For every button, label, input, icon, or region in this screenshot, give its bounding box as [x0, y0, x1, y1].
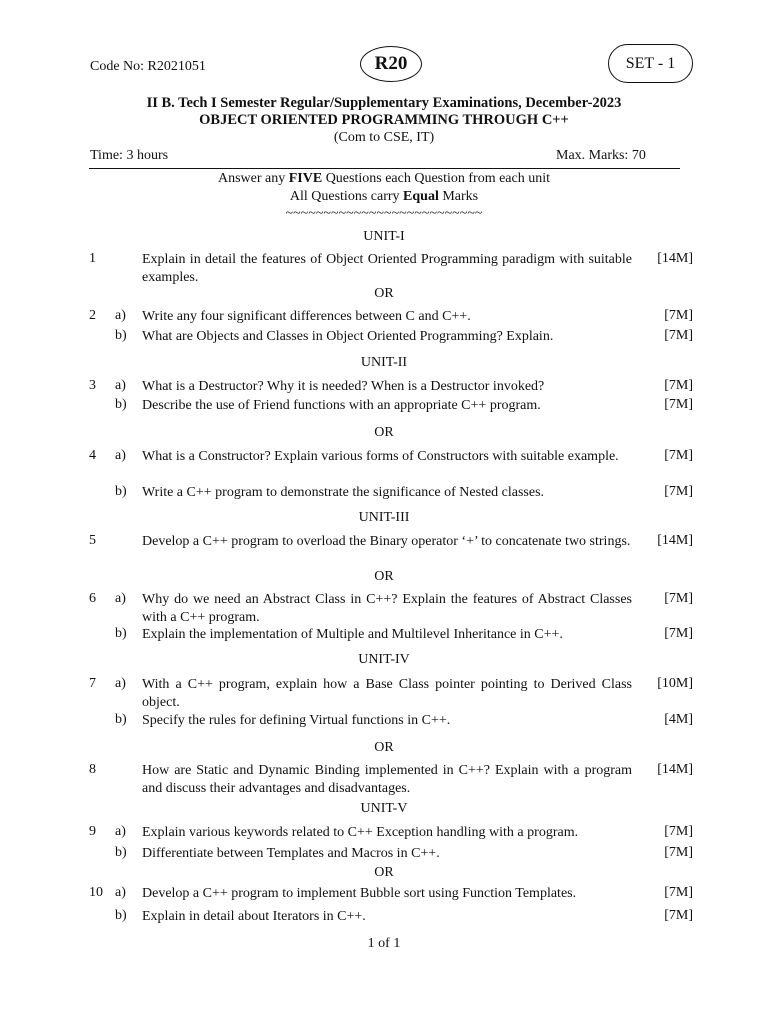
- instruction-line-1: [0, 171, 768, 187]
- question-part: a): [115, 591, 126, 606]
- question-part: a): [115, 824, 126, 839]
- question-text: Specify the rules for defining Virtual functions in C++.: [142, 713, 451, 728]
- unit-heading: UNIT-V: [360, 801, 408, 816]
- question-part: a): [115, 308, 126, 323]
- question-number: 4: [89, 448, 96, 463]
- question-number: 5: [89, 533, 96, 548]
- unit-heading: UNIT-III: [358, 510, 410, 525]
- question-part: b): [115, 397, 127, 412]
- question-text: What are Objects and Classes in Object Oriented Programming? Explain.: [142, 329, 554, 344]
- tilde-separator: ~~~~~~~~~~~~~~~~~~~~~~~~~~: [285, 206, 483, 221]
- question-part: b): [115, 908, 127, 923]
- question-number: 3: [89, 378, 96, 393]
- question-marks: [14M]: [657, 533, 693, 548]
- question-text: Explain in detail about Iterators in C++.: [142, 909, 366, 924]
- question-part: a): [115, 448, 126, 463]
- question-marks: [7M]: [664, 328, 693, 343]
- question-marks: [7M]: [664, 824, 693, 839]
- question-text: Write any four significant differences between C and C++.: [142, 309, 471, 324]
- question-part: b): [115, 626, 127, 641]
- question-text: Explain in detail the features of Object Oriented Programming paradigm with suitable examples.: [142, 252, 632, 285]
- regulation-badge: [360, 46, 422, 82]
- question-marks: [7M]: [664, 378, 693, 393]
- instruction-2-bold: Equal: [403, 189, 439, 204]
- question-marks: [7M]: [664, 308, 693, 323]
- question-part: b): [115, 484, 127, 499]
- question-number: 8: [89, 762, 96, 777]
- instruction-2-post: Marks: [438, 189, 479, 204]
- question-marks: [4M]: [664, 712, 693, 727]
- question-text: Why do we need an Abstract Class in C++? Explain the features of Abstract Classes with a C++ program.: [142, 592, 632, 625]
- question-text: Develop a C++ program to implement Bubble sort using Function Templates.: [142, 886, 577, 901]
- question-marks: [7M]: [664, 626, 693, 641]
- question-text: Differentiate between Templates and Macros in C++.: [142, 846, 440, 861]
- question-number: 2: [89, 308, 96, 323]
- regulation-label: R20: [374, 53, 408, 74]
- page-number: 1 of 1: [367, 936, 401, 951]
- set-badge: [608, 44, 693, 83]
- question-marks: [7M]: [664, 484, 693, 499]
- question-text: With a C++ program, explain how a Base Class pointer pointing to Derived Class object.: [142, 677, 632, 710]
- question-part: b): [115, 845, 127, 860]
- instruction-1-pre: Answer any: [217, 171, 289, 186]
- exam-title: II B. Tech I Semester Regular/Supplementary Examinations, December-2023: [146, 95, 622, 111]
- instruction-1-post: Questions each Question from each unit: [322, 171, 551, 186]
- question-marks: [7M]: [664, 845, 693, 860]
- question-part: a): [115, 676, 126, 691]
- question-part: a): [115, 885, 126, 900]
- question-marks: [14M]: [657, 251, 693, 266]
- question-number: 7: [89, 676, 96, 691]
- question-text: How are Static and Dynamic Binding implemented in C++? Explain with a program and discuss their advantages and disadvantages.: [142, 763, 632, 796]
- max-marks: Max. Marks: 70: [556, 148, 646, 163]
- question-number: 9: [89, 824, 96, 839]
- question-text: Write a C++ program to demonstrate the significance of Nested classes.: [142, 485, 545, 500]
- question-part: a): [115, 378, 126, 393]
- question-marks: [7M]: [664, 885, 693, 900]
- or-divider: OR: [374, 740, 394, 755]
- unit-heading: UNIT-IV: [358, 652, 410, 667]
- or-divider: OR: [374, 569, 394, 584]
- unit-heading: UNIT-I: [363, 229, 405, 244]
- question-marks: [7M]: [664, 591, 693, 606]
- question-marks: [7M]: [664, 397, 693, 412]
- branches: (Com to CSE, IT): [333, 130, 435, 145]
- exam-code: Code No: R2021051: [90, 59, 206, 74]
- question-number: 1: [89, 251, 96, 266]
- question-text: Explain various keywords related to C++ Exception handling with a program.: [142, 825, 579, 840]
- question-text: Describe the use of Friend functions with an appropriate C++ program.: [142, 398, 541, 413]
- unit-heading: UNIT-II: [360, 355, 408, 370]
- question-text: Explain the implementation of Multiple and Multilevel Inheritance in C++.: [142, 627, 563, 642]
- instruction-line-2: [0, 189, 768, 205]
- time-allowed: Time: 3 hours: [90, 148, 169, 163]
- question-marks: [7M]: [664, 908, 693, 923]
- subject-title: OBJECT ORIENTED PROGRAMMING THROUGH C++: [199, 112, 569, 128]
- question-text: What is a Constructor? Explain various forms of Constructors with suitable example.: [142, 449, 619, 464]
- header-divider: [89, 168, 680, 169]
- question-marks: [7M]: [664, 448, 693, 463]
- instruction-1-bold: FIVE: [288, 171, 323, 186]
- question-marks: [14M]: [657, 762, 693, 777]
- question-part: b): [115, 328, 127, 343]
- question-number: 10: [89, 885, 103, 900]
- set-label: SET - 1: [625, 54, 676, 72]
- question-text: Develop a C++ program to overload the Binary operator ‘+’ to concatenate two strings.: [142, 534, 631, 549]
- or-divider: OR: [374, 865, 394, 880]
- or-divider: OR: [374, 286, 394, 301]
- question-marks: [10M]: [657, 676, 693, 691]
- question-text: What is a Destructor? Why it is needed? When is a Destructor invoked?: [142, 379, 545, 394]
- or-divider: OR: [374, 425, 394, 440]
- question-part: b): [115, 712, 127, 727]
- question-number: 6: [89, 591, 96, 606]
- instruction-2-pre: All Questions carry: [289, 189, 404, 204]
